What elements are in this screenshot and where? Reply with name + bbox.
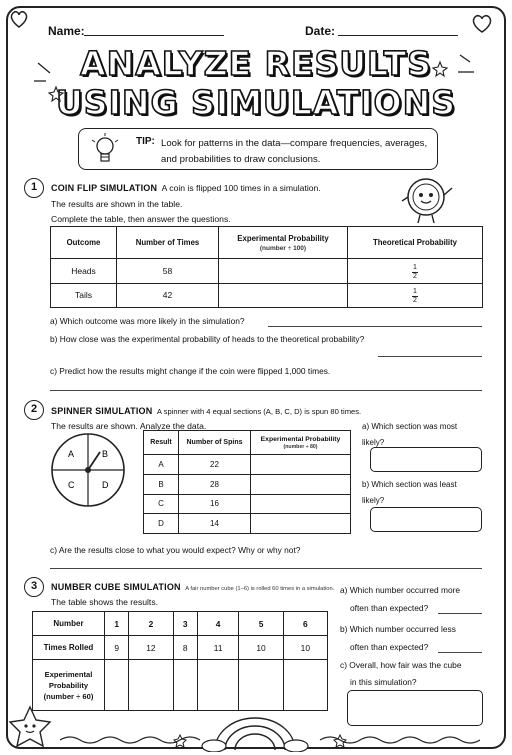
spinner-label: A (68, 449, 75, 459)
answer-cell[interactable] (283, 660, 327, 711)
row-label: Experimental Probability (number ÷ 60) (33, 660, 105, 711)
coin-table (50, 226, 483, 308)
heart-icon (470, 12, 494, 34)
section-text: The results are shown in the table. (51, 198, 183, 209)
answer-line[interactable] (50, 390, 482, 391)
section-intro: A fair number cube (1–6) is rolled 60 times in a simulation. (185, 586, 335, 592)
count-cell: 12 (129, 636, 173, 660)
section-text: Complete the table, then answer the questions. (51, 214, 231, 224)
table-row (33, 660, 328, 711)
table-row (144, 494, 351, 514)
answer-line[interactable] (50, 568, 482, 569)
result-cell: A (144, 455, 179, 475)
table-header: Experimental Probability (number ÷ 100) (219, 227, 348, 259)
answer-cell[interactable] (197, 660, 239, 711)
count-cell: 58 (117, 259, 219, 284)
spinner-table (143, 430, 351, 534)
table-row (51, 259, 483, 284)
section-number: 1 (24, 178, 44, 198)
sparkle-icon (30, 55, 80, 105)
table-header: Number of Times (117, 227, 219, 259)
row-label: Times Rolled (33, 636, 105, 660)
number-cell: 4 (197, 612, 239, 636)
table-header: Theoretical Probability (348, 227, 483, 259)
coin-mascot-icon (398, 175, 458, 227)
count-cell: 10 (283, 636, 327, 660)
row-label: Number (33, 612, 105, 636)
answer-cell[interactable] (129, 660, 173, 711)
lightbulb-icon (89, 132, 121, 168)
section-title: COIN FLIP SIMULATION (51, 183, 158, 193)
table-row (144, 474, 351, 494)
cube-table (32, 611, 328, 711)
spinner-label: C (68, 480, 75, 490)
table-row (144, 514, 351, 534)
count-cell: 16 (179, 494, 251, 514)
tip-text: Look for patterns in the data—compare frequencies, averages, and probabilities to draw conclusions. (161, 138, 428, 165)
answer-box[interactable] (347, 690, 483, 726)
tip-box (78, 128, 438, 170)
fraction-cell: $\frac{1}{2}$ (348, 259, 483, 284)
number-cell: 6 (283, 612, 327, 636)
answer-cell[interactable] (173, 660, 197, 711)
result-cell: B (144, 474, 179, 494)
answer-cell[interactable] (251, 455, 351, 475)
question-a: a) Which number occurred more (340, 585, 461, 595)
section-text: The table shows the results. (51, 597, 158, 607)
section-number: 3 (24, 577, 44, 597)
count-cell: 8 (173, 636, 197, 660)
answer-cell[interactable] (219, 283, 348, 308)
count-cell: 11 (197, 636, 239, 660)
date-field[interactable] (338, 24, 458, 36)
outcome-cell: Tails (51, 283, 117, 308)
heart-icon (8, 8, 30, 30)
question-c: c) Predict how the results might change if the coin were flipped 1,000 times. (50, 366, 331, 376)
answer-line[interactable] (438, 613, 482, 614)
section-intro: A spinner with 4 equal sections (A, B, C, D) is spun 80 times. (156, 407, 362, 416)
answer-line[interactable] (438, 652, 482, 653)
table-row (33, 636, 328, 660)
section-title: SPINNER SIMULATION (51, 406, 153, 416)
spinner-icon (48, 430, 128, 510)
count-cell: 9 (105, 636, 129, 660)
number-cell: 5 (239, 612, 283, 636)
date-label: Date: (305, 24, 336, 38)
answer-line[interactable] (378, 356, 482, 357)
question-a: a) Which outcome was more likely in the simulation? (50, 316, 245, 326)
table-header: Number of Spins (179, 431, 251, 455)
spinner-label: D (102, 480, 109, 490)
answer-cell[interactable] (251, 514, 351, 534)
table-header: Result (144, 431, 179, 455)
question-a-cont: often than expected? (350, 603, 429, 613)
result-cell: C (144, 494, 179, 514)
star-mascot-icon (6, 704, 54, 750)
section-title: NUMBER CUBE SIMULATION (51, 582, 181, 592)
count-cell: 14 (179, 514, 251, 534)
question-c: c) Overall, how fair was the cube (340, 660, 462, 670)
rainbow-icon (200, 710, 310, 752)
result-cell: D (144, 514, 179, 534)
answer-cell[interactable] (105, 660, 129, 711)
number-cell: 1 (105, 612, 129, 636)
number-cell: 3 (173, 612, 197, 636)
answer-cell[interactable] (251, 474, 351, 494)
question-c: c) Are the results close to what you would expect? Why or why not? (50, 545, 301, 555)
number-cell: 2 (129, 612, 173, 636)
answer-box[interactable] (370, 507, 482, 532)
section-number: 2 (24, 400, 44, 420)
answer-line[interactable] (268, 326, 482, 327)
table-header: Outcome (51, 227, 117, 259)
table-row (33, 612, 328, 636)
sparkle-icon (430, 50, 480, 90)
name-label: Name: (48, 24, 85, 38)
section-intro: A coin is flipped 100 times in a simulation. (161, 183, 321, 193)
table-header: Experimental Probability (number ÷ 80) (251, 431, 351, 455)
spinner-label: B (102, 449, 109, 459)
fraction-cell: $\frac{1}{2}$ (348, 283, 483, 308)
table-row (51, 283, 483, 308)
question-b: b) How close was the experimental probability of heads to the theoretical probability? (50, 334, 365, 344)
section-text: The results are shown. Analyze the data. (51, 421, 207, 431)
count-cell: 28 (179, 474, 251, 494)
question-b: b) Which section was least likely? (362, 480, 457, 505)
question-a: a) Which section was most likely? (362, 422, 458, 447)
question-b-cont: often than expected? (350, 642, 429, 652)
outcome-cell: Heads (51, 259, 117, 284)
title-line-1: ANALYZE RESULTS (80, 44, 432, 83)
name-field[interactable] (84, 24, 224, 36)
tip-label: TIP: (136, 136, 155, 147)
answer-box[interactable] (370, 447, 482, 472)
title-line-2: USING SIMULATIONS (56, 83, 456, 122)
answer-cell[interactable] (239, 660, 283, 711)
question-b: b) Which number occurred less (340, 624, 456, 634)
count-cell: 22 (179, 455, 251, 475)
table-row (144, 455, 351, 475)
answer-cell[interactable] (219, 259, 348, 284)
answer-cell[interactable] (251, 494, 351, 514)
question-c-cont: in this simulation? (350, 677, 417, 687)
count-cell: 42 (117, 283, 219, 308)
count-cell: 10 (239, 636, 283, 660)
